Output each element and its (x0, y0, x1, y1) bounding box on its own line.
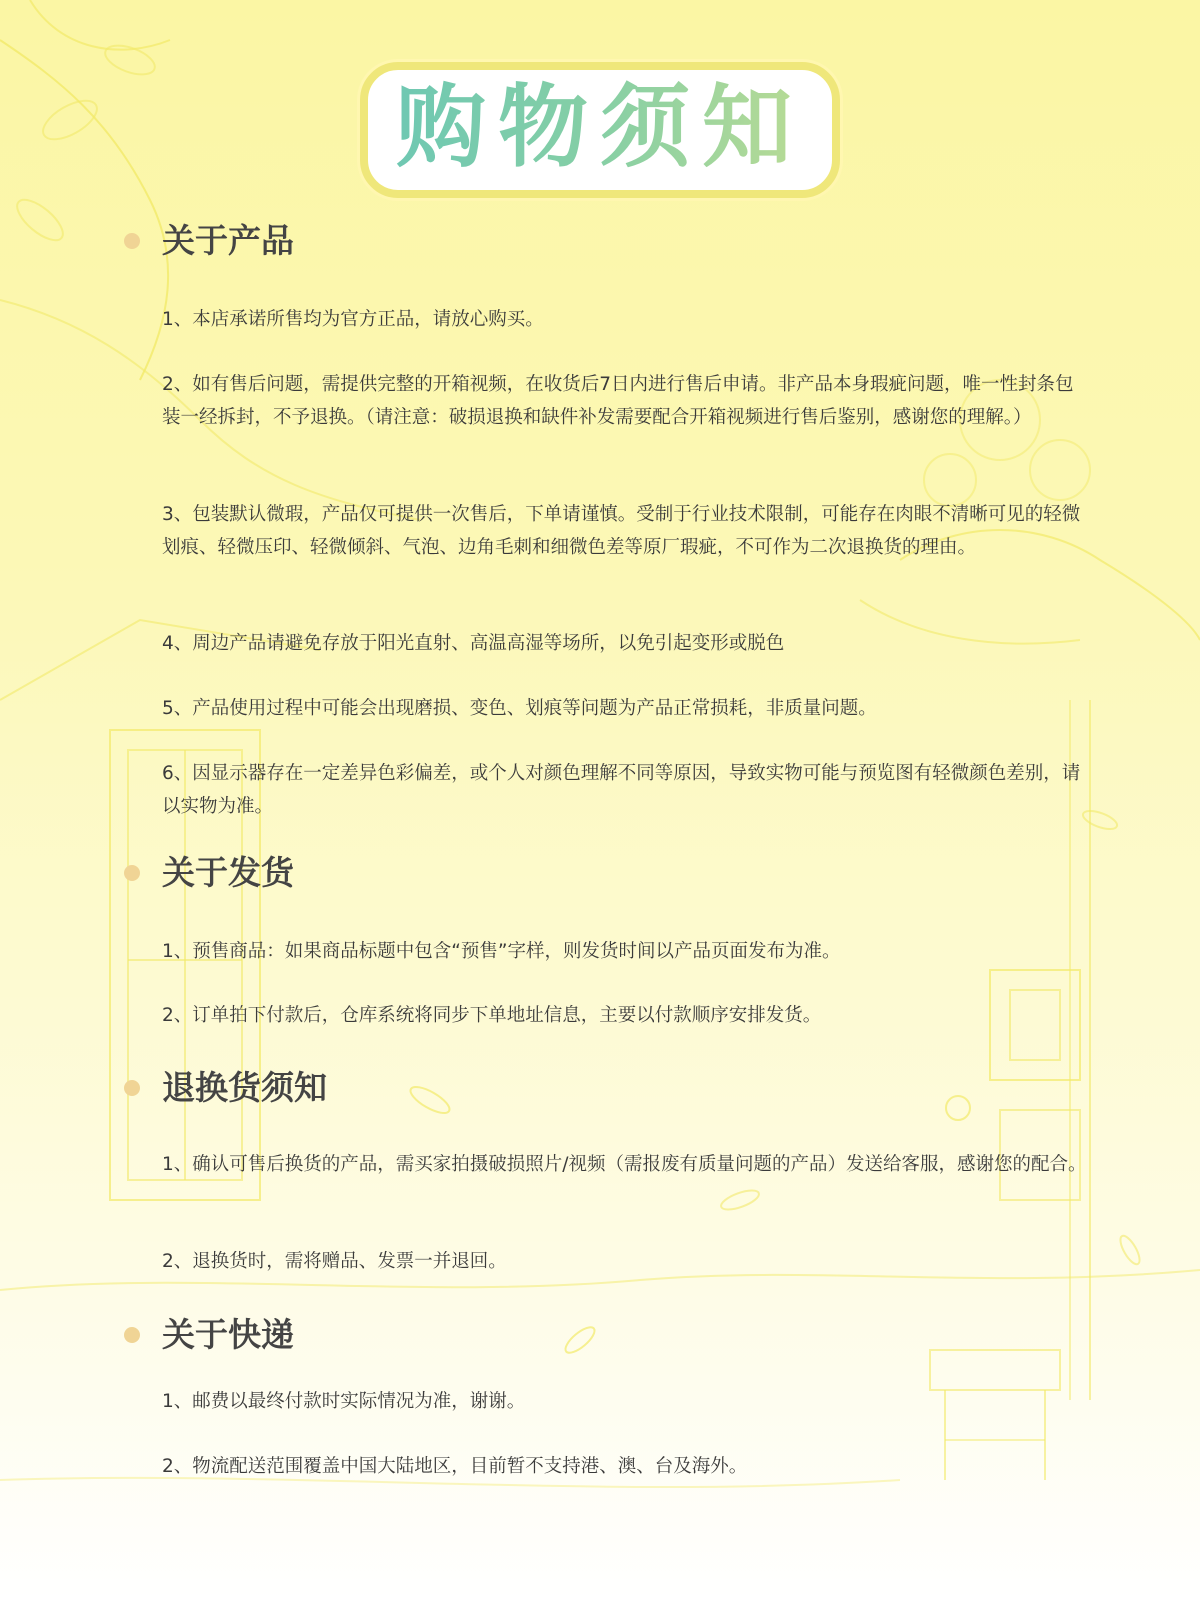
notice-item: 1、预售商品：如果商品标题中包含“预售”字样，则发货时间以产品页面发布为准。 (162, 941, 841, 962)
bullet-dot (124, 865, 140, 881)
title-badge (360, 62, 840, 198)
section-title: 退换货须知 (162, 1068, 327, 1107)
notice-item: 4、周边产品请避免存放于阳光直射、高温高湿等场所，以免引起变形或脱色 (162, 633, 785, 654)
bullet-dot (124, 1327, 140, 1343)
notice-item: 1、确认可售后换货的产品，需买家拍摄破损照片/视频（需报废有质量问题的产品）发送给客服，感谢您的配合。 (162, 1154, 1087, 1175)
title-area (0, 62, 1200, 198)
section-title: 关于产品 (162, 221, 294, 260)
notice-item: 5、产品使用过程中可能会出现磨损、变色、划痕等问题为产品正常损耗，非质量问题。 (162, 698, 877, 719)
bullet-dot (124, 233, 140, 249)
notice-item: 1、本店承诺所售均为官方正品，请放心购买。 (162, 309, 544, 330)
notice-item: 2、如有售后问题，需提供完整的开箱视频，在收货后7日内进行售后申请。非产品本身瑕疵问题，唯一性封条包装一经拆封，不予退换。（请注意：破损退换和缺件补发需要配合开箱视频进行售后鉴别，感谢您的理解。） (162, 374, 1074, 428)
section-title: 关于发货 (162, 853, 294, 892)
notice-item: 2、订单拍下付款后，仓库系统将同步下单地址信息，主要以付款顺序安排发货。 (162, 1005, 822, 1026)
notice-item: 3、包装默认微瑕，产品仅可提供一次售后，下单请谨慎。受制于行业技术限制，可能存在肉眼不清晰可见的轻微划痕、轻微压印、轻微倾斜、气泡、边角毛刺和细微色差等原厂瑕疵，不可作为二次退换货的理由。 (162, 504, 1081, 558)
page-title: 购物须知 (396, 75, 804, 180)
section-title: 关于快递 (162, 1315, 294, 1354)
notice-item: 2、退换货时，需将赠品、发票一并退回。 (162, 1251, 507, 1272)
notice-item: 1、邮费以最终付款时实际情况为准，谢谢。 (162, 1391, 526, 1412)
notice-item: 6、因显示器存在一定差异色彩偏差，或个人对颜色理解不同等原因，导致实物可能与预览图有轻微颜色差别，请以实物为准。 (162, 763, 1081, 817)
bullet-dot (124, 1080, 140, 1096)
notice-item: 2、物流配送范围覆盖中国大陆地区，目前暂不支持港、澳、台及海外。 (162, 1456, 748, 1477)
